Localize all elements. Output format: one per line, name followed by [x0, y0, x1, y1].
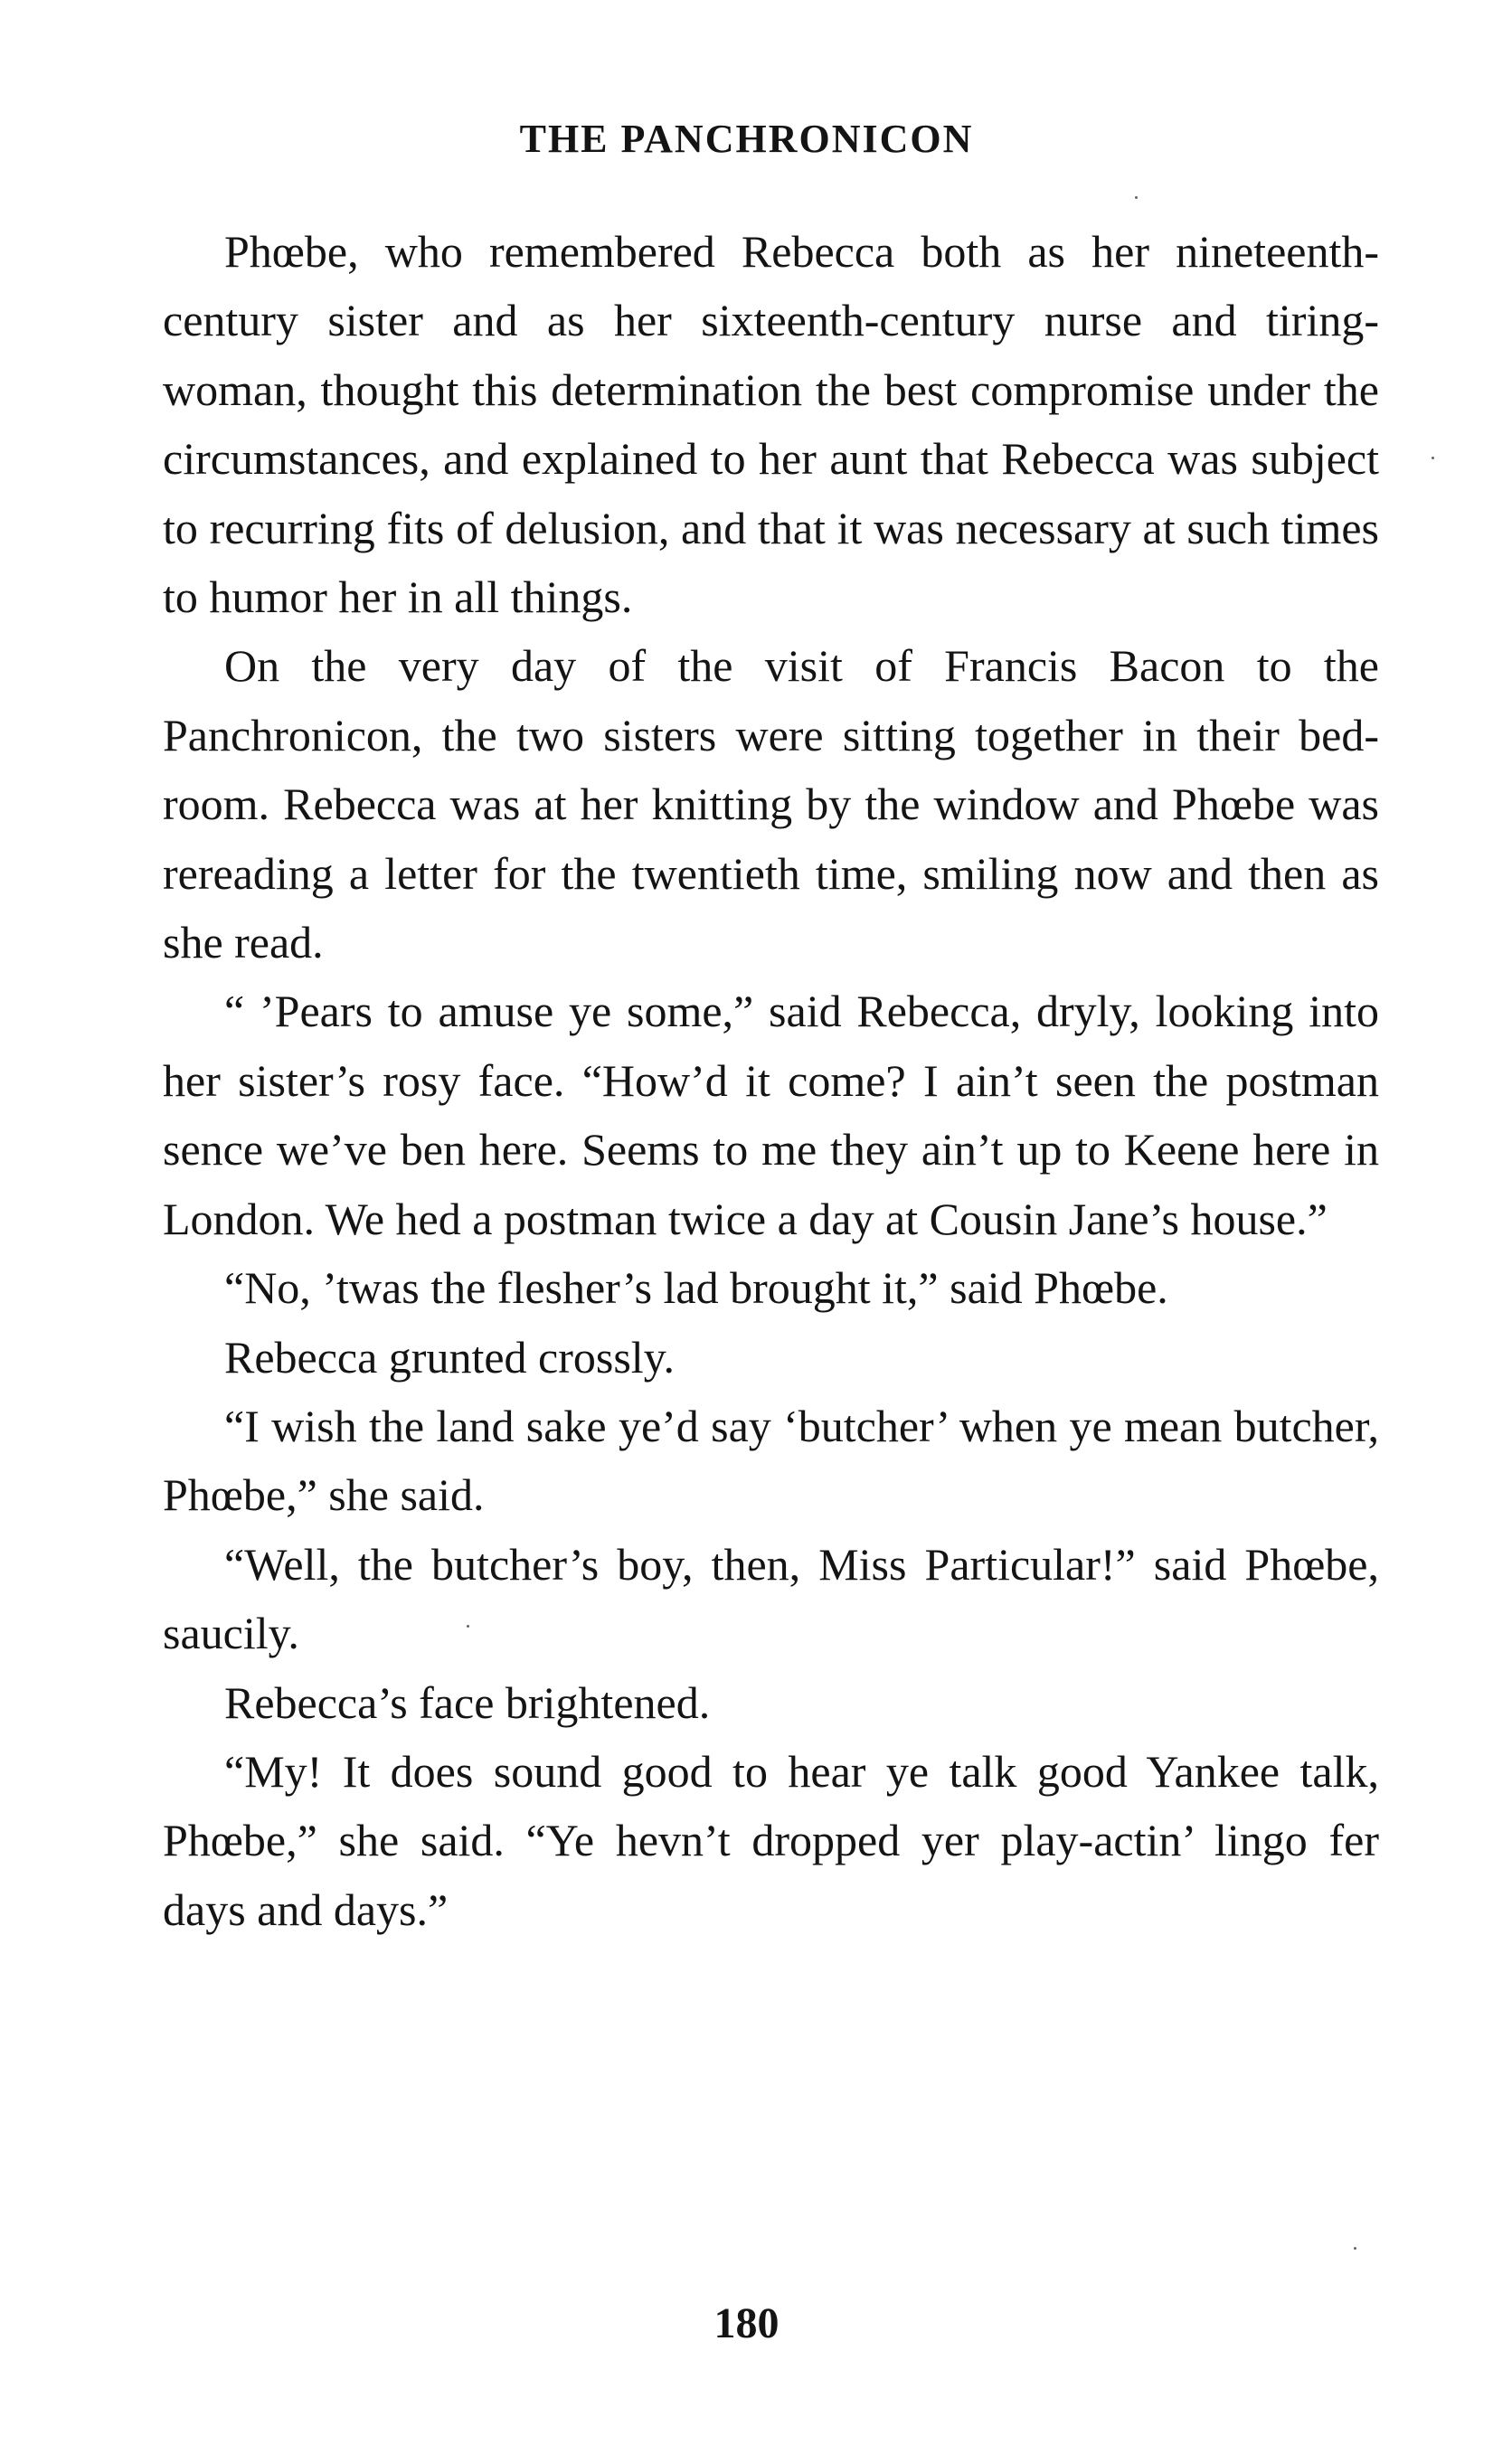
paragraph: Phœbe, who remembered Rebecca both as her nineteenth-century sister and as her sixteenth-century nurse and tiring-woman, thought this determination the best compromise under the circumstances, and explained to her aunt that Rebecca was subject to recurring fits of delusion, and that it was necessary at such times to humor her in all things. — [163, 226, 1379, 623]
paragraph: “My! It does sound good to hear ye talk good Yankee talk, Phœbe,” she said. “Ye hevn’t dropped yer play-actin’ lingo fer days and days.” — [163, 1745, 1379, 1935]
paragraph: “ ’Pears to amuse ye some,” said Rebecca, dryly, looking into her sister’s rosy face. “How’d it come? I ain’t seen the postman sence we’ve ben here. Seems to me they ain’t up to Keene here in London. We hed a postman twice a day at Cousin Jane’s house.” — [163, 986, 1379, 1244]
paper-speck — [1135, 196, 1138, 199]
body-text — [163, 217, 1379, 1944]
paragraph: On the very day of the visit of Francis Bacon to the Panchronicon, the two sisters were sitting together in their bed-room. Rebecca was at her knitting by the window and Phœbe was rereading a letter for the twentieth time, smiling now and then as she read. — [163, 640, 1379, 968]
paragraph: “Well, the butcher’s boy, then, Miss Particular!” said Phœbe, saucily. — [163, 1538, 1379, 1659]
paper-speck — [467, 1625, 469, 1628]
paragraph: Rebecca grunted crossly. — [224, 1331, 675, 1383]
paper-speck — [1432, 457, 1434, 459]
paragraph: “I wish the land sake ye’d say ‘butcher’ when ye mean butcher, Phœbe,” she said. — [163, 1400, 1379, 1521]
page-number: 180 — [713, 2299, 780, 2347]
running-head: THE PANCHRONICON — [519, 117, 974, 161]
paragraph: “No, ’twas the flesher’s lad brought it,” said Phœbe. — [224, 1262, 1168, 1314]
paragraph: Rebecca’s face brightened. — [224, 1676, 711, 1728]
paper-speck — [1354, 2247, 1356, 2250]
